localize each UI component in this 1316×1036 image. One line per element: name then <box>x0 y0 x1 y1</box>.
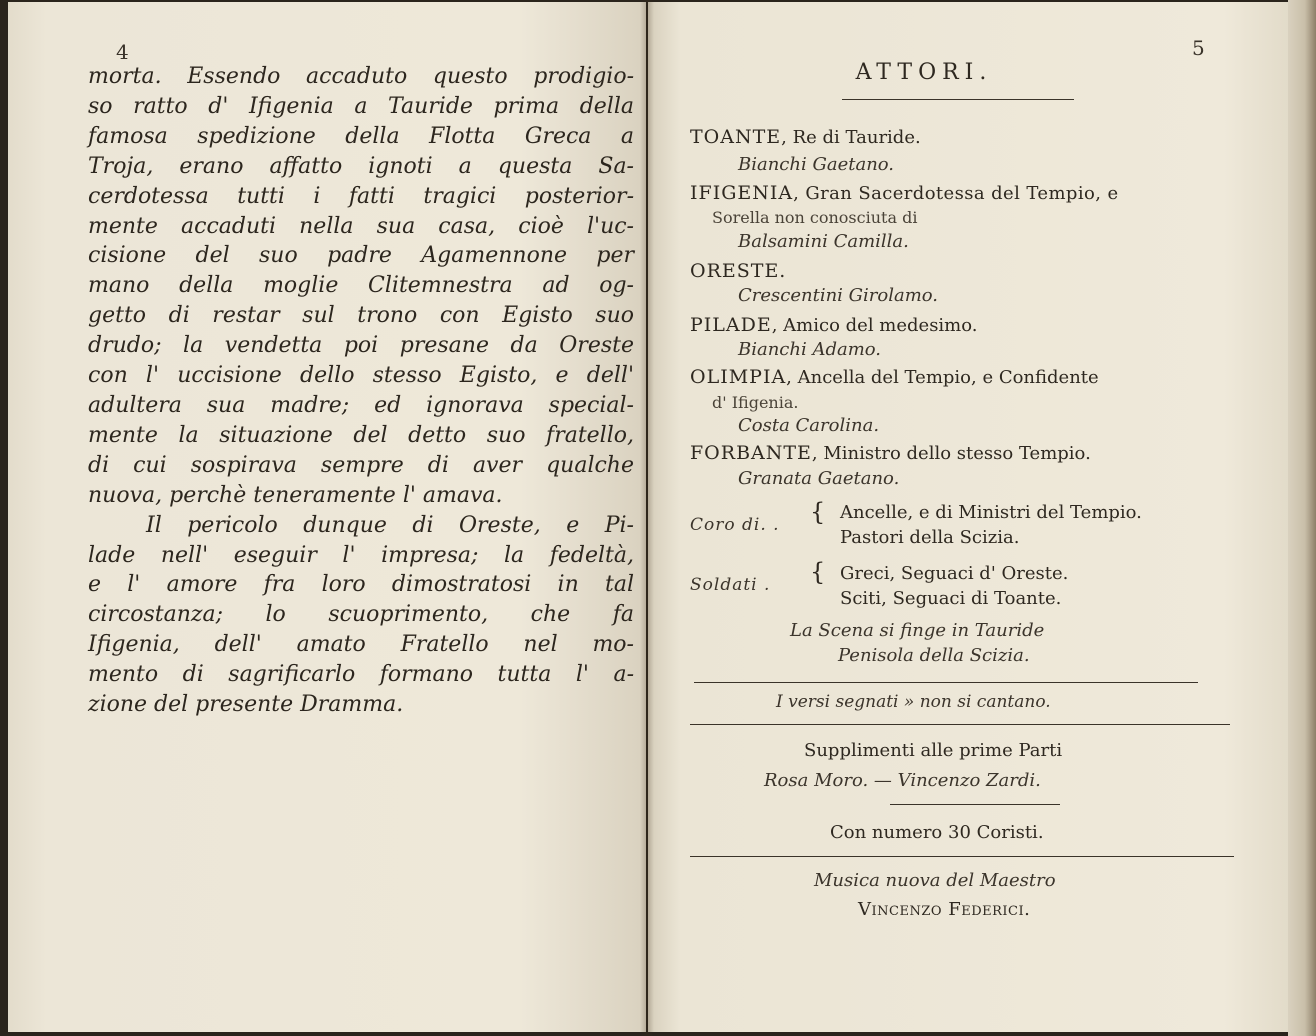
text-line: famosa spedizione della Flotta Greca a <box>88 123 634 149</box>
soldati-line-1: Greci, Seguaci d' Oreste. <box>840 563 1069 584</box>
cast-entry-pilade <box>690 314 978 336</box>
actor-name: Costa Carolina. <box>738 415 880 436</box>
title-rule <box>842 99 1074 100</box>
role-name: OLIMPIA <box>690 366 787 388</box>
text-line: mento di sagrificarlo formano tutta l' a- <box>88 662 634 688</box>
text-line: nuova, perchè teneramente l' amava. <box>88 482 503 508</box>
role-name: ORESTE. <box>690 260 787 282</box>
actor-name: Crescentini Girolamo. <box>738 285 939 306</box>
text-line: cerdotessa tutti i fatti tragici posterior- <box>88 183 634 209</box>
role-name: FORBANTE <box>690 442 812 464</box>
role-name: IFIGENIA <box>690 182 794 204</box>
role-description: , Re di Tauride. <box>781 127 921 148</box>
role-description: , Ministro dello stesso Tempio. <box>811 443 1091 464</box>
coro-label: Coro di. . <box>690 515 780 535</box>
text-line: e l' amore fra loro dimostratosi in tal <box>88 572 634 598</box>
coristi-line: Con numero 30 Coristi. <box>830 822 1044 843</box>
text-line: adultera sua madre; ed ignorava special- <box>88 392 634 418</box>
text-line: mente la situazione del detto suo fratello, <box>88 422 634 448</box>
musica-line-1: Musica nuova del Maestro <box>814 870 1056 891</box>
coro-line-2: Pastori della Scizia. <box>840 527 1020 548</box>
left-page-number: 4 <box>116 40 129 64</box>
cast-entry-forbante <box>690 442 1091 464</box>
text-line: con l' uccisione dello stesso Egisto, e dell' <box>88 363 634 389</box>
cast-entry-olimpia <box>690 366 1099 388</box>
cast-title: ATTORI. <box>855 60 993 85</box>
book-gutter <box>640 0 654 1036</box>
brace-icon: { <box>810 498 826 526</box>
text-line: Ifigenia, dell' amato Fratello nel mo- <box>88 632 634 658</box>
text-line: morta. Essendo accaduto questo prodigio- <box>88 64 634 89</box>
brace-icon: { <box>810 558 826 586</box>
actor-name: Bianchi Adamo. <box>738 339 882 360</box>
supplimenti-title: Supplimenti alle prime Parti <box>804 740 1063 761</box>
short-rule <box>890 804 1060 805</box>
text-line: cisione del suo padre Agamennone per <box>88 243 634 269</box>
coro-line-1: Ancelle, e di Ministri del Tempio. <box>840 502 1142 523</box>
role-name: PILADE <box>690 314 772 336</box>
left-page-text <box>88 62 634 720</box>
text-line: Il pericolo dunque di Oreste, e Pi- <box>146 512 634 538</box>
note-line: I versi segnati » non si cantano. <box>776 692 1051 712</box>
role-description: , Amico del medesimo. <box>771 315 978 336</box>
text-line: Troja, erano affatto ignoti a questa Sa- <box>88 153 634 179</box>
role-description: , Gran Sacerdotessa del Tempio, e <box>793 183 1119 204</box>
scene-line-2: Penisola della Scizia. <box>838 645 1030 666</box>
cast-entry-ifigenia <box>690 182 1119 204</box>
divider-rule <box>694 682 1198 683</box>
text-line: mente accaduti nella sua casa, cioè l'uc- <box>88 213 634 239</box>
actor-name: Granata Gaetano. <box>738 468 900 489</box>
actor-name: Bianchi Gaetano. <box>738 154 895 175</box>
role-subline: Sorella non conosciuta di <box>712 208 918 227</box>
cast-entry-oreste <box>690 260 786 282</box>
text-line: di cui sospirava sempre di aver qualche <box>88 452 634 478</box>
role-description: , Ancella del Tempio, e Confidente <box>786 367 1099 388</box>
role-subline: d' Ifigenia. <box>712 393 799 412</box>
divider-rule <box>690 724 1230 725</box>
scene-line-1: La Scena si finge in Tauride <box>790 620 1045 641</box>
text-line: zione del presente Dramma. <box>88 692 404 718</box>
text-line: circostanza; lo scuoprimento, che fa <box>88 602 634 628</box>
actor-name: Balsamini Camilla. <box>738 231 909 252</box>
soldati-line-2: Sciti, Seguaci di Toante. <box>840 588 1062 609</box>
cast-entry-toante <box>690 126 921 148</box>
composer-name: Vincenzo Federici. <box>858 899 1031 920</box>
text-line: mano della moglie Clitemnestra ad og- <box>88 273 634 299</box>
text-line: drudo; la vendetta poi presane da Oreste <box>88 333 634 359</box>
text-line: so ratto d' Ifigenia a Tauride prima della <box>88 93 634 119</box>
text-line: lade nell' eseguir l' impresa; la fedeltà, <box>88 542 634 568</box>
page-edge <box>1288 0 1316 1036</box>
divider-rule <box>690 856 1234 857</box>
role-name: TOANTE <box>690 126 782 148</box>
text-line: getto di restar sul trono con Egisto suo <box>88 303 634 329</box>
supplimenti-names: Rosa Moro. — Vincenzo Zardi. <box>764 770 1041 791</box>
right-page-number: 5 <box>1192 36 1205 60</box>
soldati-label: Soldati . <box>690 575 771 595</box>
